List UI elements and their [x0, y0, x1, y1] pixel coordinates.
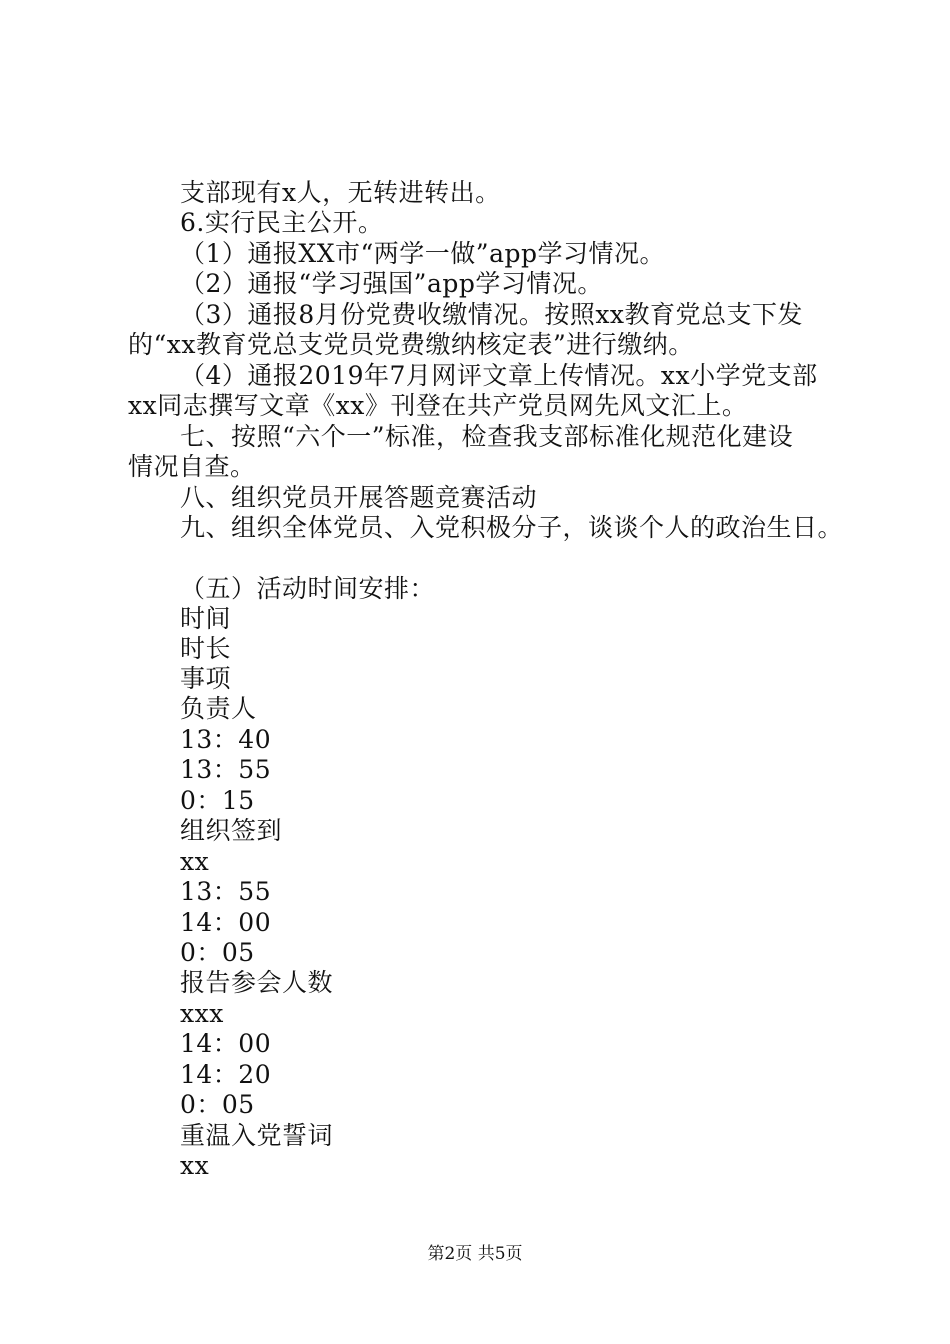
paragraph-democracy-heading: 6.实行民主公开。	[180, 208, 384, 237]
page-footer: 第2页 共5页	[427, 1244, 523, 1264]
schedule-header-owner: 负责人	[180, 694, 257, 723]
schedule-row1-start: 13：40	[180, 725, 272, 754]
schedule-row1-item: 组织签到	[180, 816, 283, 845]
schedule-row2-duration: 0：05	[180, 938, 255, 967]
schedule-row2-start: 13：55	[180, 877, 272, 906]
schedule-row3-end: 14：20	[180, 1060, 272, 1089]
schedule-row1-owner: xx	[180, 847, 210, 876]
schedule-row2-item: 报告参会人数	[180, 968, 334, 997]
schedule-row2-end: 14：00	[180, 908, 272, 937]
schedule-header-time: 时间	[180, 604, 232, 633]
schedule-row1-end: 13：55	[180, 755, 272, 784]
paragraph-report-3: （3）通报8月份党费收缴情况。按照xx教育党总支下发	[180, 300, 804, 329]
schedule-row3-item: 重温入党誓词	[180, 1121, 334, 1150]
paragraph-report-2: （2）通报“学习强国”app学习情况。	[180, 269, 603, 298]
schedule-row3-duration: 0：05	[180, 1090, 255, 1119]
paragraph-report-1: （1）通报XX市“两学一做”app学习情况。	[180, 239, 665, 268]
schedule-header-item: 事项	[180, 664, 232, 693]
paragraph-member-count: 支部现有x人，无转进转出。	[180, 178, 501, 207]
paragraph-report-4-cont: xx同志撰写文章《xx》刊登在共产党员网先风文汇上。	[128, 391, 748, 420]
schedule-row3-start: 14：00	[180, 1029, 272, 1058]
paragraph-item-nine: 九、组织全体党员、入党积极分子，谈谈个人的政治生日。	[180, 513, 844, 542]
schedule-row3-owner: xx	[180, 1151, 210, 1180]
paragraph-item-seven-cont: 情况自查。	[128, 452, 256, 481]
schedule-header-duration: 时长	[180, 634, 232, 663]
paragraph-report-4: （4）通报2019年7月网评文章上传情况。xx小学党支部	[180, 361, 818, 390]
schedule-row1-duration: 0：15	[180, 786, 255, 815]
schedule-heading: （五）活动时间安排：	[180, 574, 436, 603]
paragraph-report-3-cont: 的“xx教育党总支党员党费缴纳核定表”进行缴纳。	[128, 330, 694, 359]
schedule-row2-owner: xxx	[180, 999, 224, 1028]
paragraph-item-eight: 八、组织党员开展答题竞赛活动	[180, 483, 538, 512]
paragraph-item-seven: 七、按照“六个一”标准，检查我支部标准化规范化建设	[180, 422, 794, 451]
